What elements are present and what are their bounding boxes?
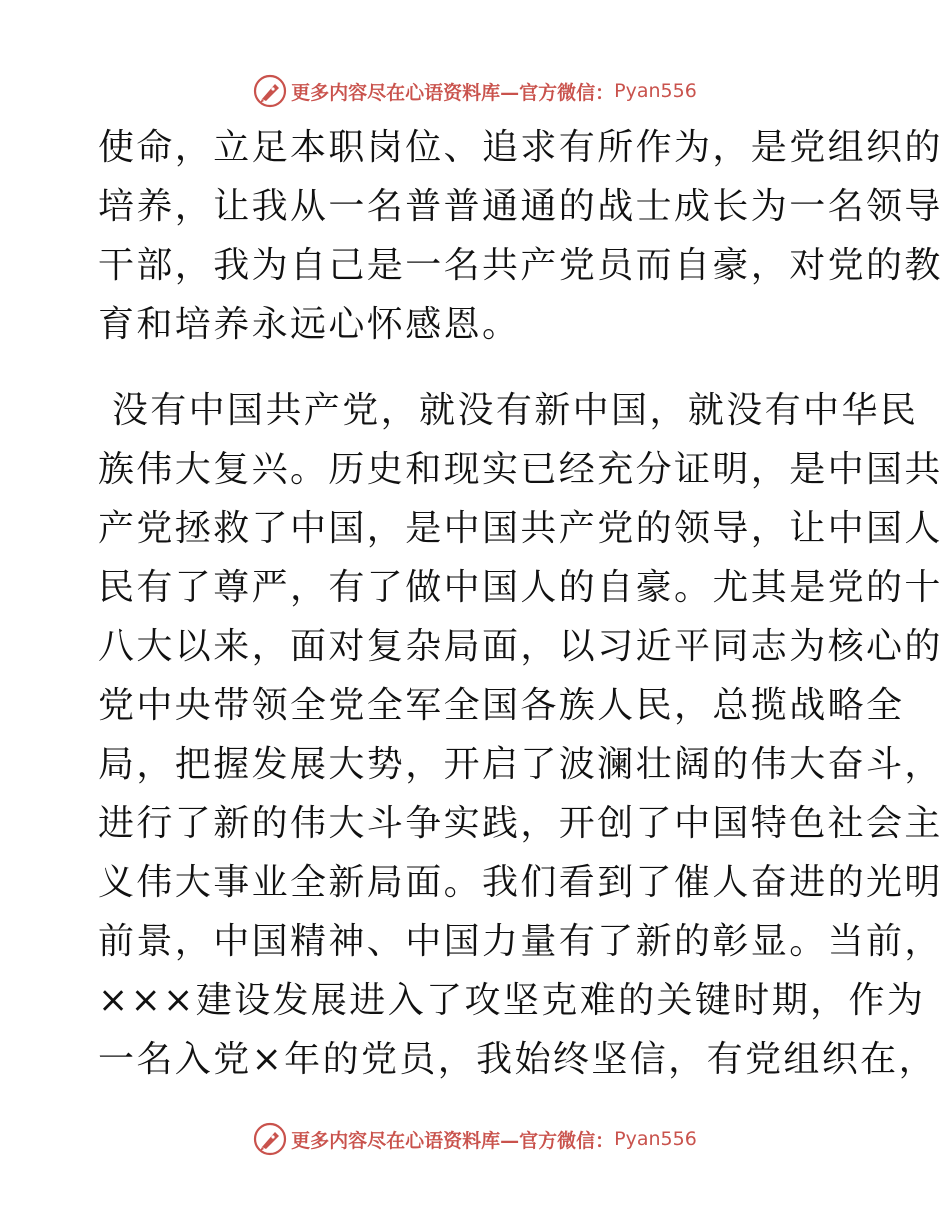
text-line: 前景，中国精神、中国力量有了新的彰显。当前， <box>98 921 943 962</box>
text-line: 义伟大事业全新局面。我们看到了催人奋进的光明 <box>98 862 943 903</box>
banner-text: 更多内容尽在心语资料库—官方微信： <box>291 1129 615 1152</box>
text-line: 党中央带领全党全军全国各族人民，总揽战略全 <box>98 685 905 726</box>
text-line: 使命，立足本职岗位、追求有所作为，是党组织的 <box>98 127 943 168</box>
text-line: 干部，我为自己是一名共产党员而自豪，对党的教 <box>98 245 943 286</box>
paragraph <box>98 118 943 354</box>
text-line: ×××建设发展进入了攻坚克难的关键时期，作为 <box>98 980 926 1021</box>
text-line: 进行了新的伟大斗争实践，开创了中国特色社会主 <box>98 803 943 844</box>
footer-banner <box>0 1119 950 1159</box>
banner-text: 更多内容尽在心语资料库—官方微信： <box>291 81 615 104</box>
text-line: 民有了尊严，有了做中国人的自豪。尤其是党的十 <box>98 567 943 608</box>
text-line: 育和培养永远心怀感恩。 <box>98 304 521 345</box>
banner-wechat-id: Pyan556 <box>614 1128 697 1150</box>
text-line: 没有中国共产党，就没有新中国，就没有中华民 <box>98 390 919 431</box>
text-line: 族伟大复兴。历史和现实已经充分证明，是中国共 <box>98 449 943 490</box>
text-line: 产党拯救了中国，是中国共产党的领导，让中国人 <box>98 508 943 549</box>
header-banner <box>0 71 950 111</box>
pen-nib-logo-icon <box>253 74 287 108</box>
paragraph <box>98 381 943 1089</box>
text-line: 一名入党×年的党员，我始终坚信，有党组织在， <box>98 1039 937 1080</box>
text-line: 八大以来，面对复杂局面，以习近平同志为核心的 <box>98 626 943 667</box>
text-line: 局，把握发展大势，开启了波澜壮阔的伟大奋斗， <box>98 744 943 785</box>
text-line: 培养，让我从一名普普通通的战士成长为一名领导 <box>98 186 943 227</box>
pen-nib-logo-icon <box>253 1122 287 1156</box>
banner-wechat-id: Pyan556 <box>614 80 697 102</box>
document-body <box>98 118 943 1089</box>
